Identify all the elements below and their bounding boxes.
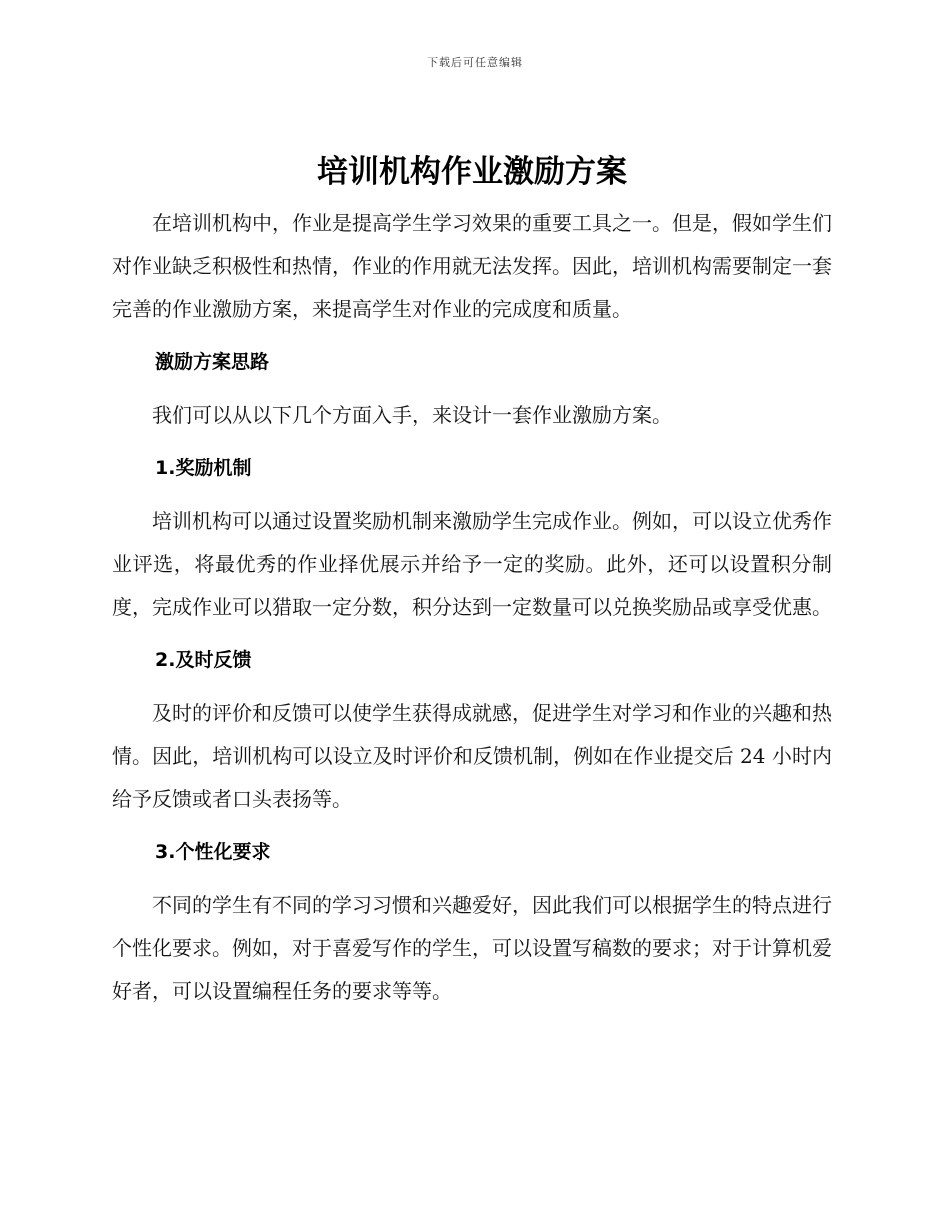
section-heading: 激励方案思路 — [155, 351, 270, 373]
document-title: 培训机构作业激励方案 — [317, 154, 627, 190]
item-heading-personalized: 3.个性化要求 — [155, 841, 271, 863]
intro-paragraph: 在培训机构中，作业是提高学生学习效果的重要工具之一。但是，假如学生们对作业缺乏积极性和热情，作业的作用就无法发挥。因此，培训机构需要制定一套完善的作业激励方案，来提高学生对作业的完成度和质量。 — [112, 211, 832, 321]
item-heading-feedback: 2.及时反馈 — [155, 649, 252, 671]
item-heading-reward: 1.奖励机制 — [155, 457, 252, 479]
item-body-reward: 培训机构可以通过设置奖励机制来激励学生完成作业。例如，可以设立优秀作业评选，将最优秀的作业择优展示并给予一定的奖励。此外，还可以设置积分制度，完成作业可以猎取一定分数，积分达到一定数量可以兑换奖励品或享受优惠。 — [112, 509, 832, 619]
section-intro-paragraph: 我们可以从以下几个方面入手，来设计一套作业激励方案。 — [152, 403, 672, 427]
document-body — [112, 150, 832, 1013]
page-header-note: 下载后可任意编辑 — [427, 56, 523, 69]
item-body-feedback: 及时的评价和反馈可以使学生获得成就感，促进学生对学习和作业的兴趣和热情。因此，培训机构可以设立及时评价和反馈机制，例如在作业提交后 24 小时内给予反馈或者口头表扬等。 — [112, 701, 832, 811]
item-body-personalized: 不同的学生有不同的学习习惯和兴趣爱好，因此我们可以根据学生的特点进行个性化要求。例如，对于喜爱写作的学生，可以设置写稿数的要求；对于计算机爱好者，可以设置编程任务的要求等等。 — [112, 893, 832, 1003]
